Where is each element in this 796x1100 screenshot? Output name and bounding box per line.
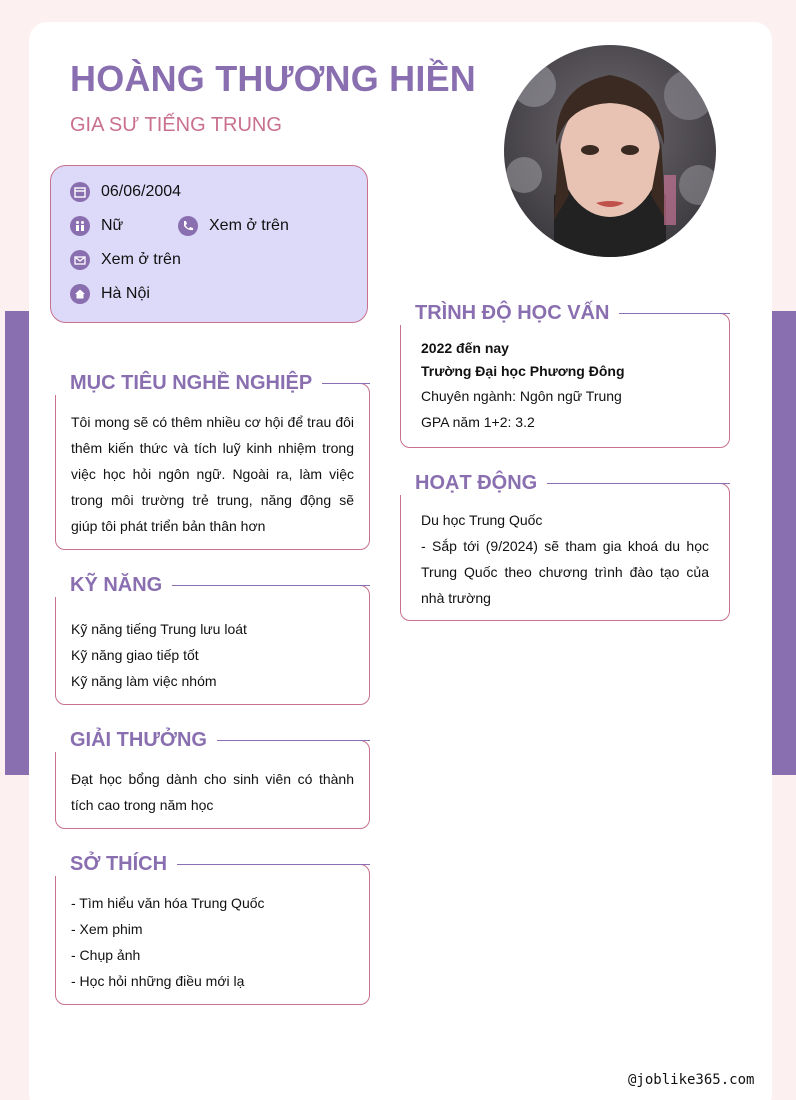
email-row: [70, 250, 181, 270]
right-decor-band: [772, 311, 796, 775]
calendar-icon: [70, 182, 90, 202]
list-item: - Chụp ảnh: [71, 947, 141, 963]
birthday-value: 06/06/2004: [101, 183, 182, 200]
education-title-line: [610, 313, 730, 314]
education-school: Trường Đại học Phương Đông: [421, 363, 625, 379]
footer-watermark: @joblike365.com: [628, 1072, 755, 1088]
phone-row: [178, 216, 289, 236]
email-value: Xem ở trên: [101, 251, 181, 268]
awards-text: Đạt học bổng dành cho sinh viên có thành tích cao trong năm học: [71, 771, 354, 813]
list-item: Kỹ năng làm việc nhóm: [71, 673, 217, 689]
address-row: [70, 284, 150, 304]
list-item: - Xem phim: [71, 921, 143, 937]
hobbies-title: SỞ THÍCH: [55, 852, 177, 876]
left-decor-band: [5, 311, 29, 775]
activities-heading: Du học Trung Quốc: [421, 512, 543, 528]
home-icon: [70, 284, 90, 304]
activities-title-line: [540, 483, 730, 484]
list-item: - Học hỏi những điều mới lạ: [71, 973, 245, 989]
list-item: Kỹ năng giao tiếp tốt: [71, 647, 199, 663]
activities-details: [421, 507, 709, 611]
activities-text: - Sắp tới (9/2024) sẽ tham gia khoá du học Trung Quốc theo chương trình đào tạo của nhà trường: [421, 538, 709, 606]
job-title: GIA SƯ TIẾNG TRUNG: [70, 114, 282, 136]
education-major: Chuyên ngành: Ngôn ngữ Trung: [421, 388, 622, 404]
candidate-name: HOÀNG THƯƠNG HIỀN: [70, 58, 476, 99]
birthday-row: [70, 182, 181, 202]
awards-title-line: [208, 740, 370, 741]
skills-list: [71, 616, 354, 694]
activities-title: HOẠT ĐỘNG: [400, 471, 547, 495]
gender-value: Nữ: [101, 217, 124, 234]
objective-title: MỤC TIÊU NGHỀ NGHIỆP: [55, 371, 322, 395]
gender-icon: [70, 216, 90, 236]
skills-title-line: [172, 585, 370, 586]
phone-icon: [178, 216, 198, 236]
list-item: Kỹ năng tiếng Trung lưu loát: [71, 621, 247, 637]
list-item: - Tìm hiểu văn hóa Trung Quốc: [71, 895, 265, 911]
awards-title: GIẢI THƯỞNG: [55, 728, 217, 752]
phone-value: Xem ở trên: [209, 217, 289, 234]
email-icon: [70, 250, 90, 270]
address-value: Hà Nội: [101, 285, 150, 302]
education-gpa: GPA năm 1+2: 3.2: [421, 414, 535, 430]
profile-photo: [504, 45, 716, 257]
education-details: [421, 337, 709, 435]
skills-title: KỸ NĂNG: [55, 573, 172, 597]
education-period: 2022 đến nay: [421, 340, 509, 356]
gender-row: [70, 216, 123, 236]
objective-text: Tôi mong sẽ có thêm nhiều cơ hội để trau đôi thêm kiến thức và tích luỹ kinh nhiệm trong việc học hỏi ngôn ngữ. Ngoài ra, làm việc trong môi trường trẻ trung, năng động sẽ giúp tôi phát triển bản thân hơn: [71, 414, 354, 534]
hobbies-list: [71, 890, 354, 994]
hobbies-title-line: [160, 864, 370, 865]
education-title: TRÌNH ĐỘ HỌC VẤN: [400, 301, 619, 325]
